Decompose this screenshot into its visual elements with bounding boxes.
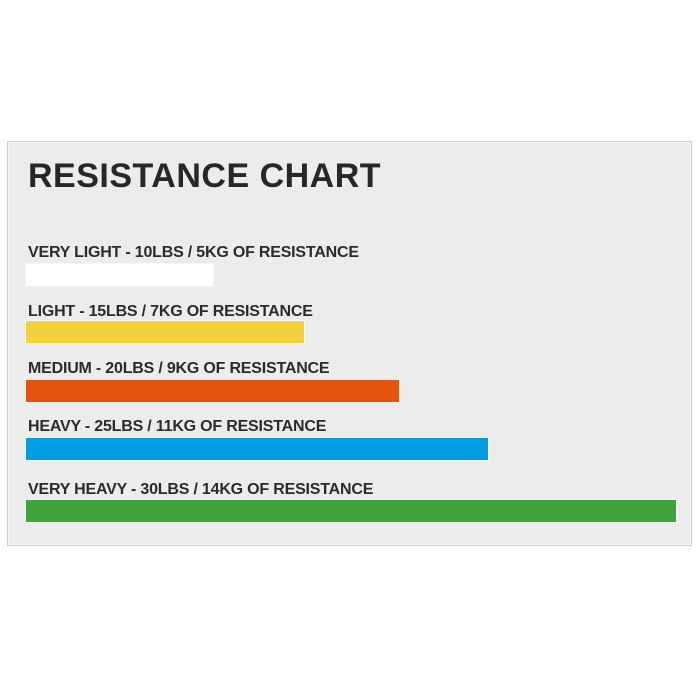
bar-label: MEDIUM - 20LBS / 9KG OF RESISTANCE (28, 360, 330, 377)
bar (26, 264, 213, 286)
bar (26, 500, 676, 522)
bar-label: VERY LIGHT - 10LBS / 5KG OF RESISTANCE (28, 244, 359, 261)
bar (26, 321, 304, 343)
chart-card (7, 141, 692, 546)
bar (26, 380, 399, 402)
chart-title: RESISTANCE CHART (28, 157, 382, 195)
bar (26, 438, 488, 460)
bar-label: HEAVY - 25LBS / 11KG OF RESISTANCE (28, 418, 327, 435)
bar-label: LIGHT - 15LBS / 7KG OF RESISTANCE (28, 303, 313, 320)
bar-label: VERY HEAVY - 30LBS / 14KG OF RESISTANCE (28, 481, 374, 498)
